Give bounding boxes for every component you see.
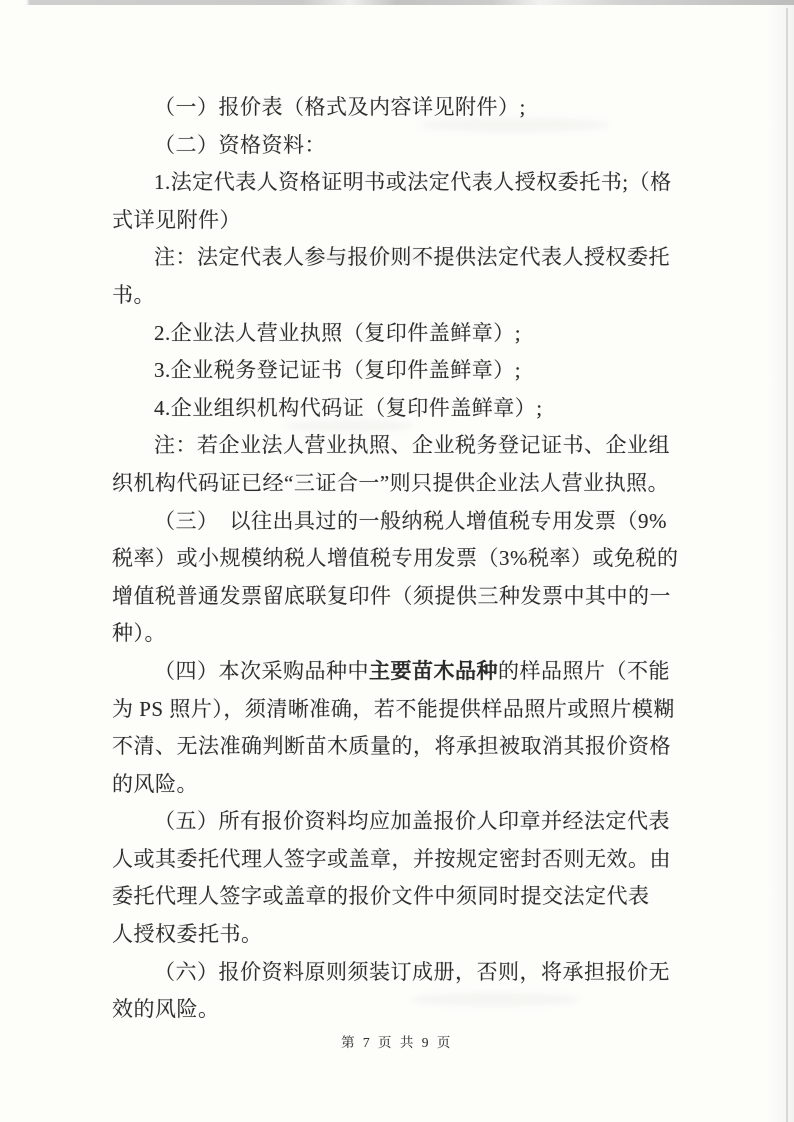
text-run: 的样品照片（不能 [498,658,670,683]
text-line-8 [112,352,712,390]
text-run: 效的风险。 [112,997,220,1022]
text-line-10 [112,427,712,465]
text-run: 不清、无法准确判断苗木质量的，将承担被取消其报价资格 [112,734,671,759]
scan-edge-line [786,8,788,1122]
text-block [112,89,712,1029]
text-line-17 [112,691,712,729]
text-run: （六）报价资料原则须装订成册，否则，将承担报价无 [154,959,670,984]
text-line-6 [112,277,712,315]
text-run: 种）。 [112,621,166,646]
text-line-16 [112,653,712,691]
text-run: 3.企业税务登记证书（复印件盖鲜章）; [154,358,522,383]
text-line-1 [112,89,712,127]
text-line-25 [112,991,712,1029]
text-run: 的风险。 [112,771,198,796]
text-run: 4.企业组织机构代码证（复印件盖鲜章）; [154,395,543,420]
text-line-2 [112,127,712,165]
text-run: 式详见附件） [112,207,241,232]
text-run: 2.企业法人营业执照（复印件盖鲜章）; [154,320,522,345]
text-line-4 [112,202,712,240]
text-line-5 [112,239,712,277]
text-line-24 [112,954,712,992]
text-run: （三） 以往出具过的一般纳税人增值税专用发票（9% [154,508,667,533]
text-line-20 [112,803,712,841]
text-run: （四）本次采购品种中 [154,658,369,683]
text-run: 委托代理人签字或盖章的报价文件中须同时提交法定代表 [112,884,650,909]
text-line-13 [112,540,712,578]
text-run: 书。 [112,282,155,307]
text-line-12 [112,503,712,541]
text-line-9 [112,390,712,428]
emphasis-text-run: 主要苗木品种 [369,658,498,683]
text-line-23 [112,916,712,954]
text-run: 注：若企业法人营业执照、企业税务登记证书、企业组 [154,433,670,458]
text-run: 增值税普通发票留底联复印件（须提供三种发票中其中的一 [112,583,671,608]
text-run: 人授权委托书。 [112,922,263,947]
text-line-15 [112,615,712,653]
text-line-14 [112,578,712,616]
text-line-18 [112,728,712,766]
text-line-11 [112,465,712,503]
text-run: （一）报价表（格式及内容详见附件）; [154,95,526,119]
text-run: 人或其委托代理人签字或盖章，并按规定密封否则无效。由 [112,846,671,871]
text-line-21 [112,841,712,879]
text-run: 织机构代码证已经“三证合一”则只提供企业法人营业执照。 [112,470,670,495]
text-run: （五）所有报价资料均应加盖报价人印章并经法定代表 [154,809,670,834]
text-line-3 [112,164,712,202]
text-run: 1.法定代表人资格证明书或法定代表人授权委托书;（格 [154,170,672,195]
text-line-7 [112,315,712,353]
scan-edge-shading [768,0,794,1122]
text-run: 税率）或小规模纳税人增值税专用发票（3%税率）或免税的 [112,546,679,571]
text-run: （二）资格资料： [154,132,326,157]
text-line-22 [112,878,712,916]
text-run: 为 PS 照片），须清晰准确，若不能提供样品照片或照片模糊 [112,696,675,721]
text-run: 注：法定代表人参与报价则不提供法定代表人授权委托 [154,245,670,270]
page-number: 第 7 页 共 9 页 [341,1035,453,1050]
scan-edge-artifact [0,0,794,5]
text-line-19 [112,766,712,804]
